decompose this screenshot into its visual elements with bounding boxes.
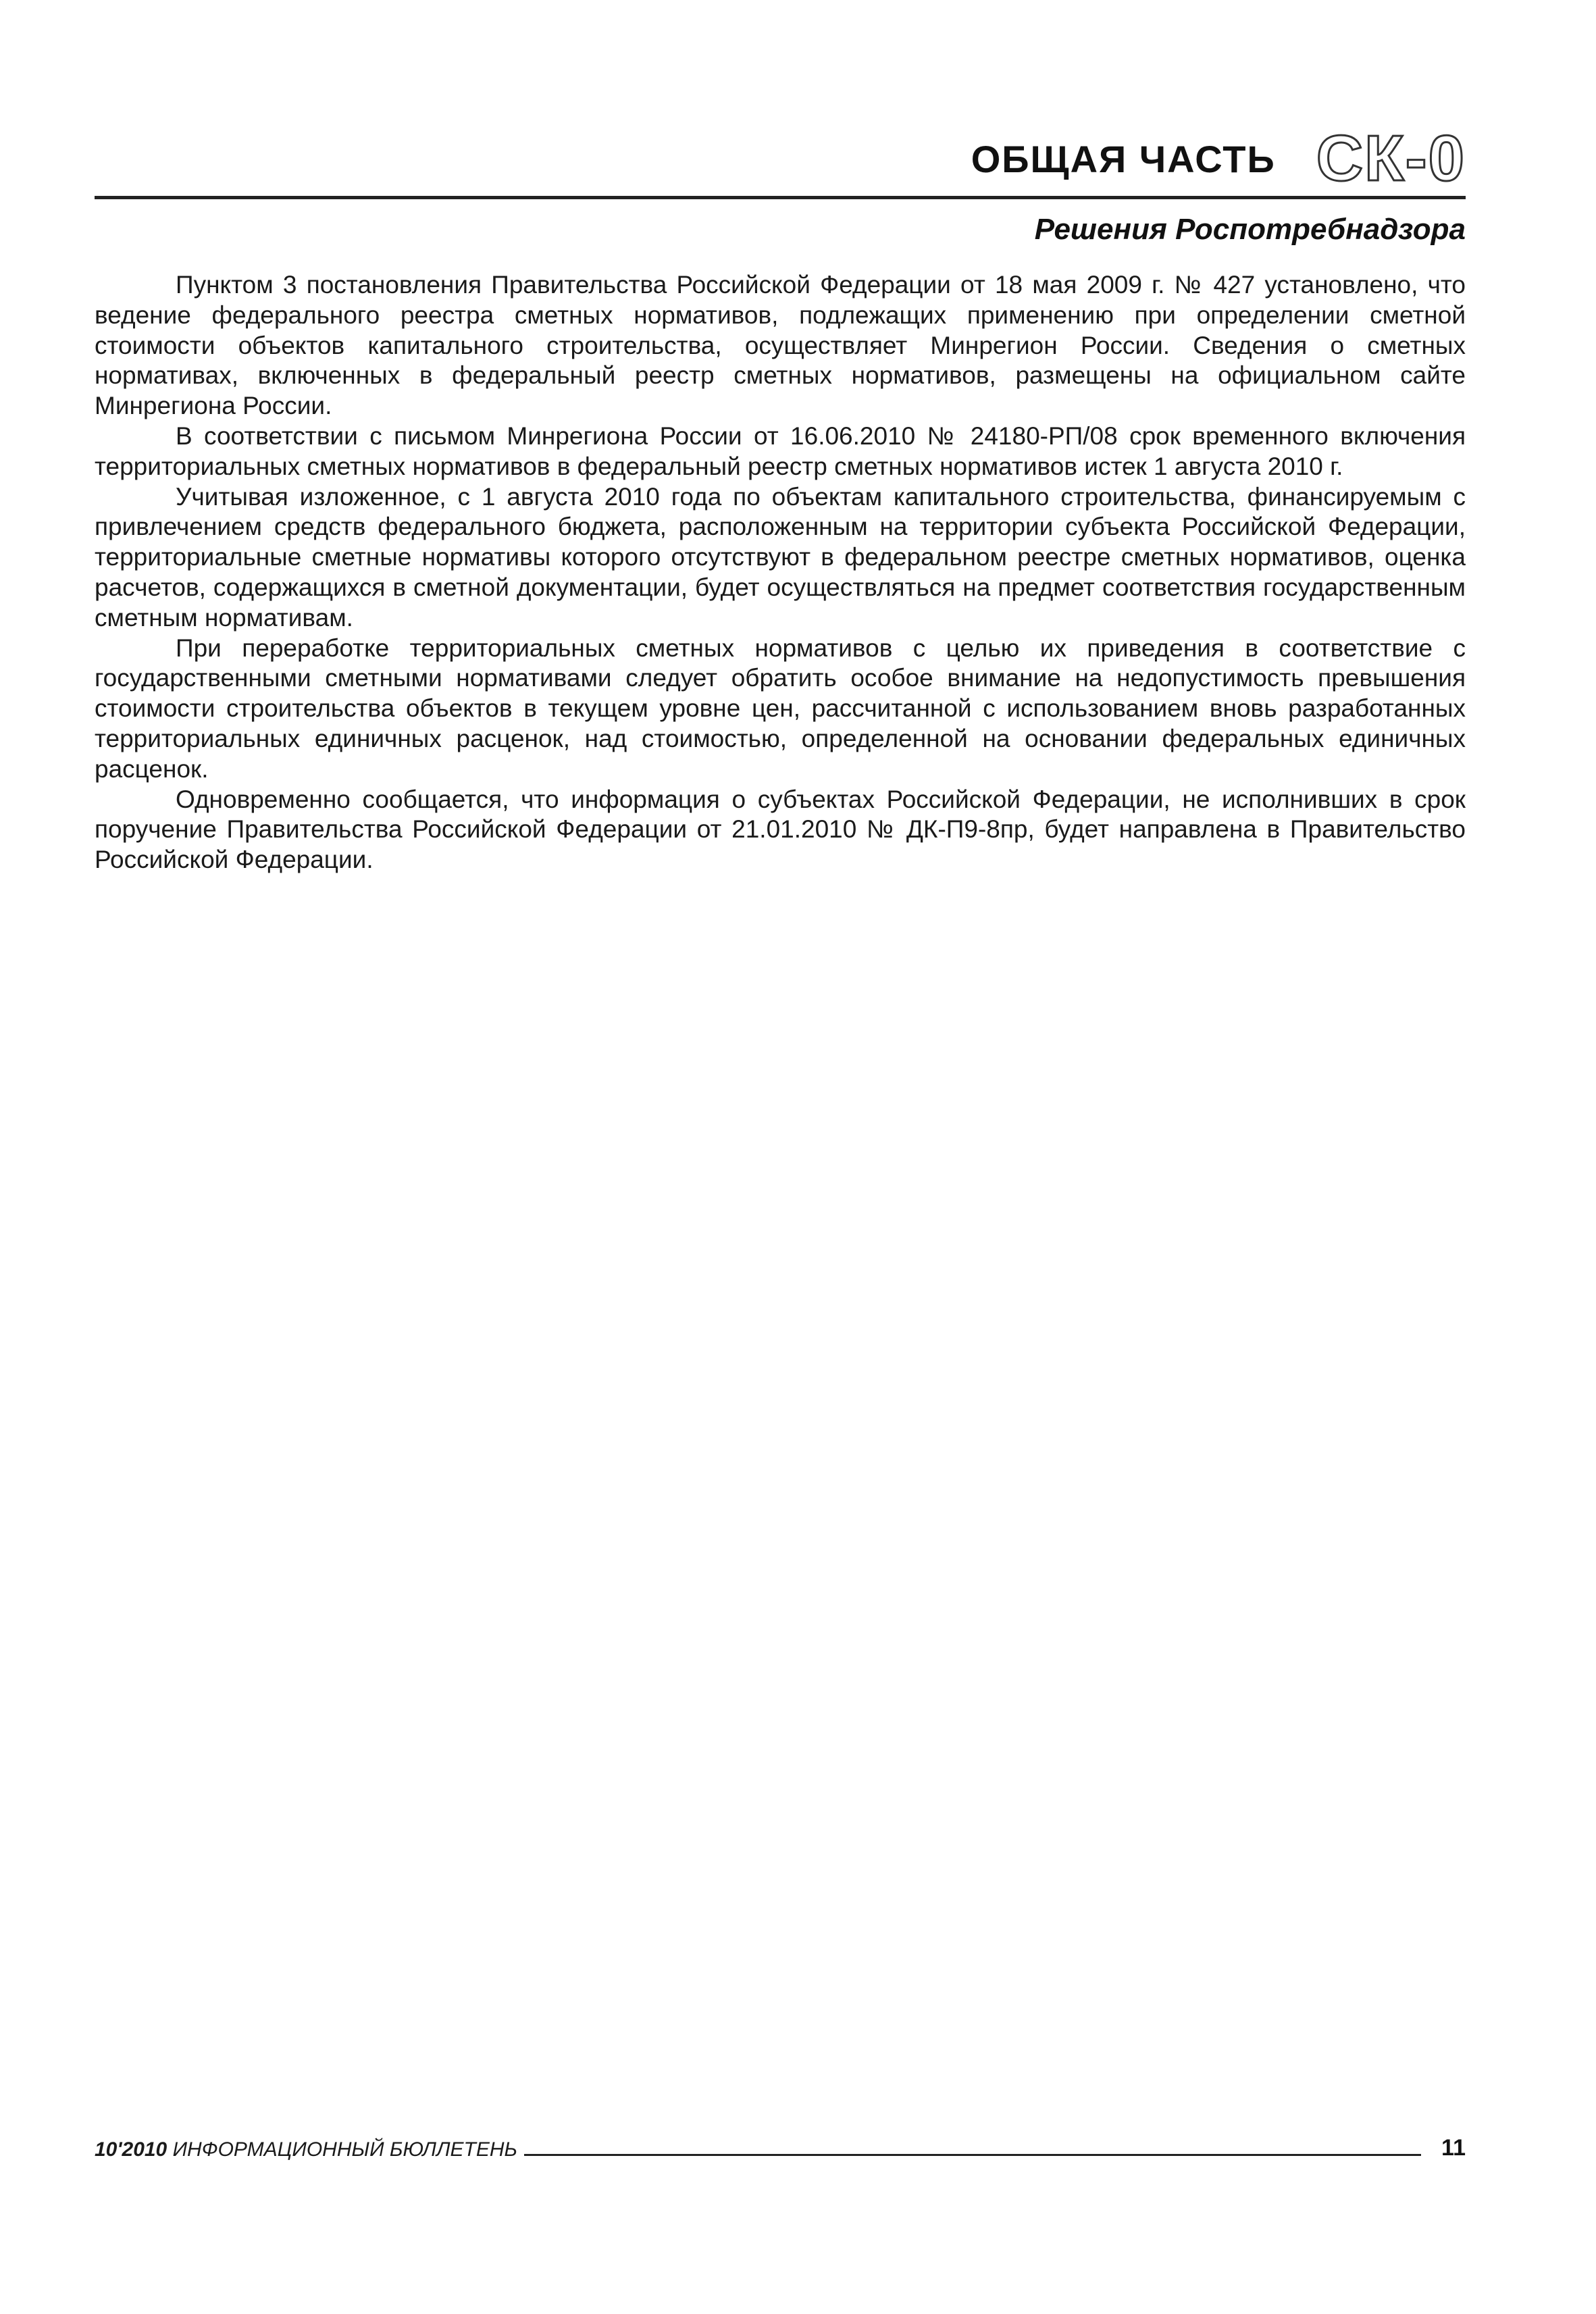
page-header xyxy=(95,122,1466,196)
document-subtitle: Решения Роспотребнадзора xyxy=(1034,213,1466,246)
paragraph-2: В соответствии с письмом Минрегиона России от 16.06.2010 № 24180-РП/08 срок временного включения территориальных сметных нормативов в федеральный реестр сметных нормативов истек 1 августа 2010 г. xyxy=(95,421,1466,480)
footer-rule xyxy=(524,2154,1421,2156)
header-rule xyxy=(95,196,1466,199)
footer-publication xyxy=(95,2138,517,2161)
paragraph-5: Одновременно сообщается, что информация о субъектах Российской Федерации, не исполнивших в срок поручение Правительства Российской Федерации от 21.01.2010 № ДК-П9-8пр, будет направлена в Правительство Российской Федерации. xyxy=(95,785,1466,874)
section-title: ОБЩАЯ ЧАСТЬ xyxy=(971,137,1276,180)
paragraph-3: Учитывая изложенное, с 1 августа 2010 года по объектам капитального строительства, финансируемым с привлечением средств федерального бюджета, расположенным на территории субъекта Российской Федерации, территориальные сметные нормативы которого отсутствуют в федеральном реестре сметных нормативов, оценка расчетов, содержащихся в сметной документации, будет осуществляться на предмет соответствия государственным сметным нормативам. xyxy=(95,482,1466,632)
footer-issue: 10'2010 xyxy=(95,2138,168,2161)
section-code-logo: СК-0 xyxy=(1316,122,1466,195)
page-number: 11 xyxy=(1441,2135,1466,2161)
page-footer xyxy=(95,2128,1466,2161)
footer-publication-name: ИНФОРМАЦИОННЫЙ БЮЛЛЕТЕНЬ xyxy=(172,2138,518,2161)
document-body xyxy=(95,270,1466,875)
paragraph-1: Пунктом 3 постановления Правительства Российской Федерации от 18 мая 2009 г. № 427 установлено, что ведение федерального реестра сметных нормативов, подлежащих применению при определении сметной стоимости объектов капитального строительства, осуществляет Минрегион России. Сведения о сметных нормативах, включенных в федеральный реестр сметных нормативов, размещены на официальном сайте Минрегиона России. xyxy=(95,271,1466,420)
paragraph-4: При переработке территориальных сметных нормативов с целью их приведения в соответствие с государственными сметными нормативами следует обратить особое внимание на недопустимость превышения стоимости строительства объектов в текущем уровне цен, рассчитанной с использованием вновь разработанных территориальных единичных расценок, над стоимостью, определенной на основании федеральных единичных расценок. xyxy=(95,634,1466,783)
